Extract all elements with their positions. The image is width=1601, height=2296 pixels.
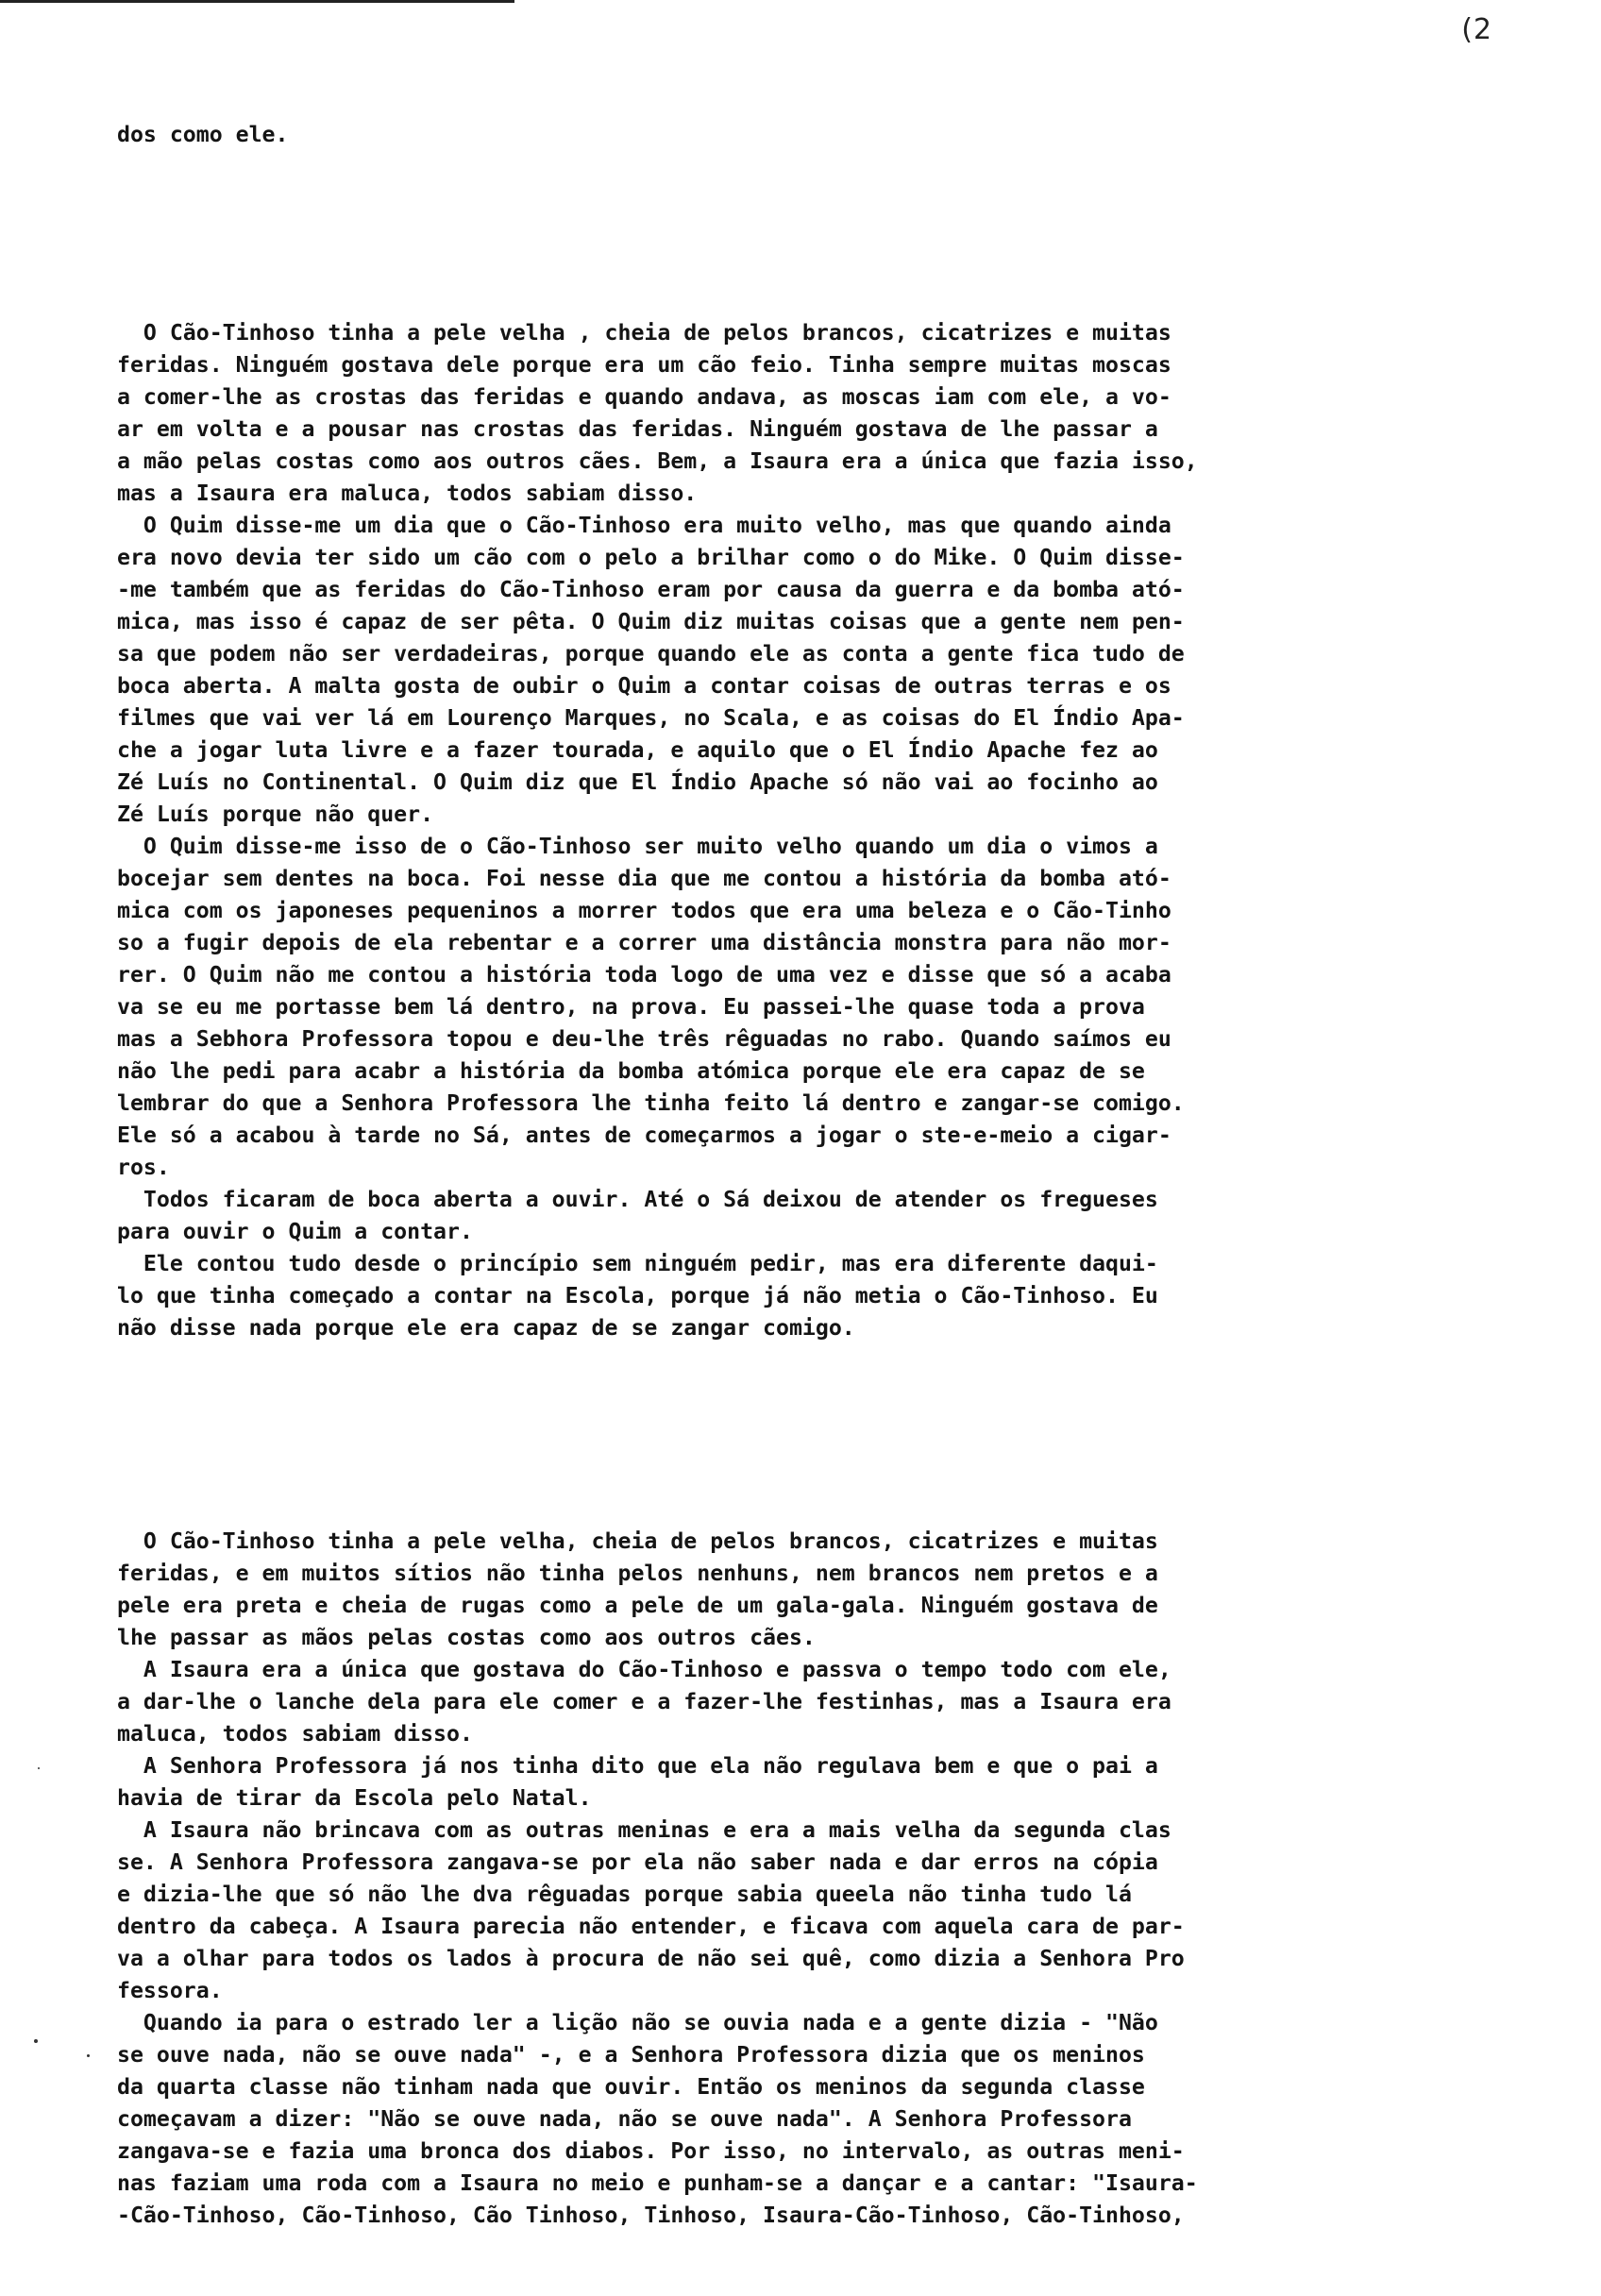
scan-speck xyxy=(38,1767,40,1769)
text-line: da quarta classe não tinham nada que ouvir. Então os meninos da segunda classe xyxy=(117,2074,1145,2100)
text-line: se ouve nada, não se ouve nada" -, e a Senhora Professora dizia que os meninos xyxy=(117,2042,1145,2068)
text-section-3 xyxy=(117,1526,1486,2232)
text-line: e dizia-lhe que só não lhe dva rêguadas porque sabia queela não tinha tudo lá xyxy=(117,1882,1132,1907)
text-line: rer. O Quim não me contou a história toda logo de uma vez e disse que só a acaba xyxy=(117,962,1171,988)
page-number: (2 xyxy=(1461,13,1492,46)
text-line: Zé Luís no Continental. O Quim diz que El Índio Apache só não vai ao focinho ao xyxy=(117,769,1158,795)
text-line: a dar-lhe o lanche dela para ele comer e a fazer-lhe festinhas, mas a Isaura era xyxy=(117,1689,1171,1714)
text-line: A Isaura não brincava com as outras meninas e era a mais velha da segunda clas xyxy=(117,1817,1171,1843)
text-line: Quando ia para o estrado ler a lição não se ouvia nada e a gente dizia - "Não xyxy=(117,2010,1158,2035)
text-line: Zé Luís porque não quer. xyxy=(117,802,434,827)
text-line: filmes que vai ver lá em Lourenço Marques, no Scala, e as coisas do El Índio Apa- xyxy=(117,705,1185,731)
text-line: fessora. xyxy=(117,1978,223,2003)
text-line: Ele só a acabou à tarde no Sá, antes de começarmos a jogar o ste-e-meio a cigar- xyxy=(117,1123,1171,1148)
text-line: zangava-se e fazia uma bronca dos diabos. Por isso, no intervalo, as outras meni- xyxy=(117,2138,1185,2164)
text-line: nas faziam uma roda com a Isaura no meio e punham-se a dançar e a cantar: "Isaura- xyxy=(117,2170,1198,2196)
text-line: mas a Sebhora Professora topou e deu-lhe três rêguadas no rabo. Quando saímos eu xyxy=(117,1026,1171,1052)
text-line: che a jogar luta livre e a fazer tourada, e aquilo que o El Índio Apache fez ao xyxy=(117,737,1158,763)
text-line: ros. xyxy=(117,1155,170,1180)
text-line: começavam a dizer: "Não se ouve nada, não se ouve nada". A Senhora Professora xyxy=(117,2106,1132,2132)
text-line: O Quim disse-me isso de o Cão-Tinhoso ser muito velho quando um dia o vimos a xyxy=(117,834,1158,859)
text-line: feridas, e em muitos sítios não tinha pelos nenhuns, nem brancos nem pretos e a xyxy=(117,1561,1158,1586)
text-line: maluca, todos sabiam disso. xyxy=(117,1721,473,1747)
text-line: não lhe pedi para acabr a história da bomba atómica porque ele era capaz de se xyxy=(117,1058,1145,1084)
text-line: O Quim disse-me um dia que o Cão-Tinhoso era muito velho, mas que quando ainda xyxy=(117,513,1171,538)
body-text xyxy=(117,55,1486,2296)
text-line: ar em volta e a pousar nas crostas das feridas. Ninguém gostava de lhe passar a xyxy=(117,416,1158,442)
text-section-1 xyxy=(117,119,1486,151)
scan-speck xyxy=(87,2054,90,2057)
paragraph-gap xyxy=(117,215,1486,253)
text-line: Ele contou tudo desde o princípio sem ninguém pedir, mas era diferente daqui- xyxy=(117,1251,1158,1276)
text-line: va se eu me portasse bem lá dentro, na prova. Eu passei-lhe quase toda a prova xyxy=(117,994,1145,1020)
text-line: mas a Isaura era maluca, todos sabiam disso. xyxy=(117,481,698,506)
text-line: havia de tirar da Escola pelo Natal. xyxy=(117,1785,592,1811)
text-line: não disse nada porque ele era capaz de se zangar comigo. xyxy=(117,1315,855,1341)
text-line: dos como ele. xyxy=(117,122,289,147)
top-rule xyxy=(0,0,514,3)
text-line: -Cão-Tinhoso, Cão-Tinhoso, Cão Tinhoso, Tinhoso, Isaura-Cão-Tinhoso, Cão-Tinhoso, xyxy=(117,2203,1185,2228)
text-line: A Isaura era a única que gostava do Cão-Tinhoso e passva o tempo todo com ele, xyxy=(117,1657,1171,1682)
text-line: dentro da cabeça. A Isaura parecia não entender, e ficava com aquela cara de par- xyxy=(117,1914,1185,1939)
text-line: a mão pelas costas como aos outros cães. Bem, a Isaura era a única que fazia isso, xyxy=(117,448,1198,474)
text-line: mica, mas isso é capaz de ser pêta. O Quim diz muitas coisas que a gente nem pen- xyxy=(117,609,1185,634)
paragraph-gap xyxy=(117,1409,1486,1461)
text-line: so a fugir depois de ela rebentar e a correr uma distância monstra para não mor- xyxy=(117,930,1171,955)
text-section-2 xyxy=(117,317,1486,1344)
text-line: boca aberta. A malta gosta de oubir o Quim a contar coisas de outras terras e os xyxy=(117,673,1171,699)
text-line: sa que podem não ser verdadeiras, porque quando ele as conta a gente fica tudo de xyxy=(117,641,1185,667)
text-line: O Cão-Tinhoso tinha a pele velha, cheia de pelos brancos, cicatrizes e muitas xyxy=(117,1528,1158,1554)
text-line: a comer-lhe as crostas das feridas e quando andava, as moscas iam com ele, a vo- xyxy=(117,384,1171,410)
text-line: lhe passar as mãos pelas costas como aos outros cães. xyxy=(117,1625,816,1650)
text-line: O Cão-Tinhoso tinha a pele velha , cheia de pelos brancos, cicatrizes e muitas xyxy=(117,320,1171,346)
text-line: pele era preta e cheia de rugas como a pele de um gala-gala. Ninguém gostava de xyxy=(117,1593,1158,1618)
text-line: Todos ficaram de boca aberta a ouvir. Até o Sá deixou de atender os fregueses xyxy=(117,1187,1158,1212)
text-line: -me também que as feridas do Cão-Tinhoso eram por causa da guerra e da bomba ató- xyxy=(117,577,1185,602)
text-line: bocejar sem dentes na boca. Foi nesse dia que me contou a história da bomba ató- xyxy=(117,866,1171,891)
text-line: para ouvir o Quim a contar. xyxy=(117,1219,473,1244)
text-line: mica com os japoneses pequeninos a morrer todos que era uma beleza e o Cão-Tinho xyxy=(117,898,1171,923)
text-line: lembrar do que a Senhora Professora lhe tinha feito lá dentro e zangar-se comigo. xyxy=(117,1090,1185,1116)
scan-speck xyxy=(34,2039,38,2043)
text-line: feridas. Ninguém gostava dele porque era um cão feio. Tinha sempre muitas moscas xyxy=(117,352,1171,378)
text-line: era novo devia ter sido um cão com o pelo a brilhar como o do Mike. O Quim disse- xyxy=(117,545,1185,570)
text-line: lo que tinha começado a contar na Escola, porque já não metia o Cão-Tinhoso. Eu xyxy=(117,1283,1158,1308)
text-line: A Senhora Professora já nos tinha dito que ela não regulava bem e que o pai a xyxy=(117,1753,1158,1779)
text-line: se. A Senhora Professora zangava-se por ela não saber nada e dar erros na cópia xyxy=(117,1849,1158,1875)
text-line: va a olhar para todos os lados à procura de não sei quê, como dizia a Senhora Pro xyxy=(117,1946,1185,1971)
